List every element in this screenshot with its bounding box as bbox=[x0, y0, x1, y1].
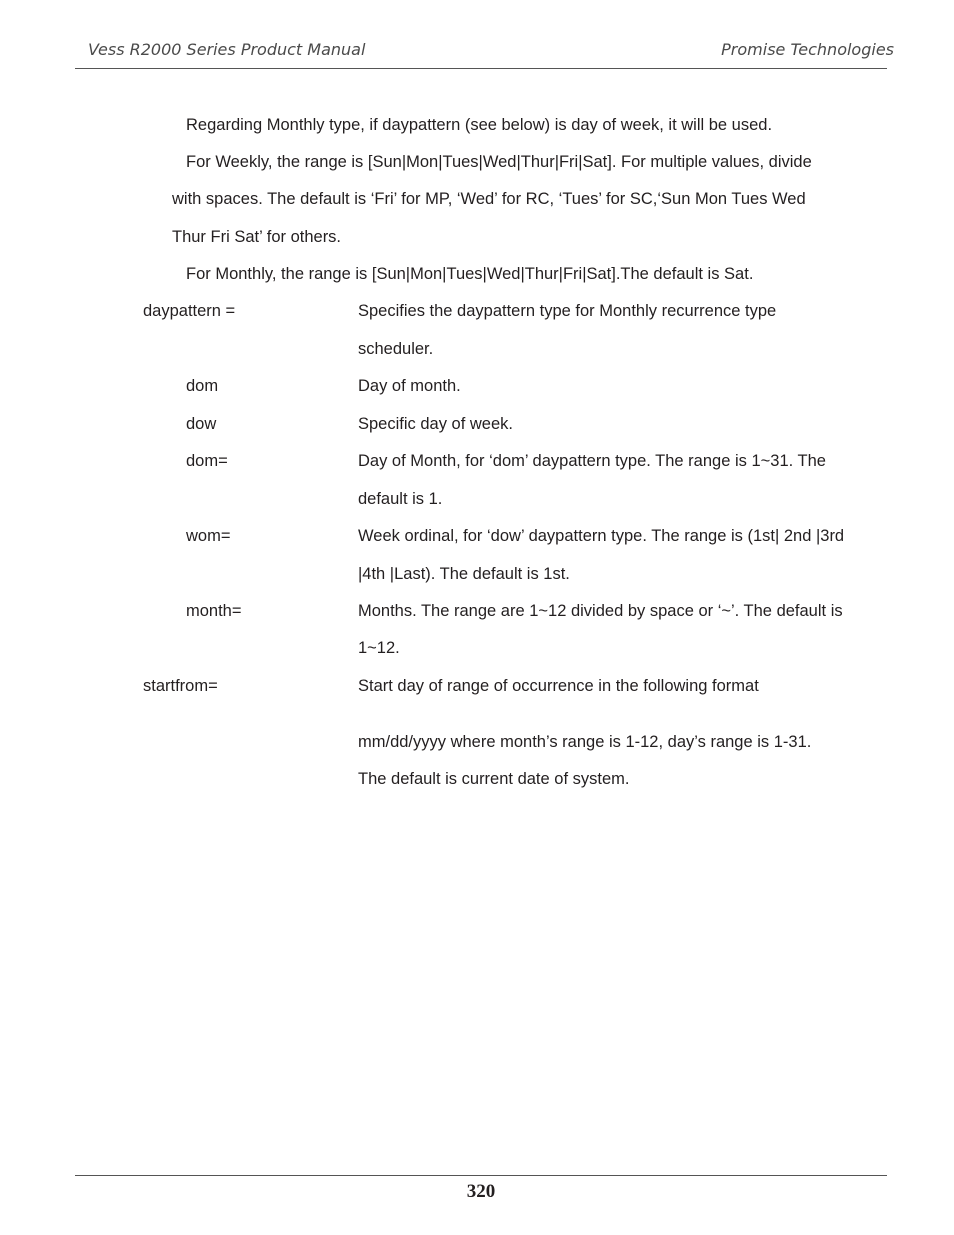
option-desc-daypattern: Specifies the daypattern type for Monthly recurrence type bbox=[358, 302, 777, 320]
option-desc-dom-value: Day of Month, for ‘dom’ daypattern type. The range is 1~31. The bbox=[358, 452, 826, 470]
option-desc-month-cont: 1~12. bbox=[358, 639, 400, 657]
option-desc-startfrom: Start day of range of occurrence in the following format bbox=[358, 677, 759, 695]
page-number: 320 bbox=[466, 1181, 496, 1202]
option-term-month: month= bbox=[186, 602, 242, 620]
paragraph-weekly-defaults-cont: Thur Fri Sat’ for others. bbox=[172, 228, 342, 246]
option-term-startfrom: startfrom= bbox=[143, 677, 218, 695]
option-desc-wom: Week ordinal, for ‘dow’ daypattern type. The range is (1st| 2nd |3rd bbox=[358, 527, 845, 545]
header-divider bbox=[75, 68, 887, 69]
option-term-daypattern: daypattern = bbox=[143, 302, 236, 320]
paragraph-weekly-range: For Weekly, the range is [Sun|Mon|Tues|Wed|Thur|Fri|Sat]. For multiple values, divide bbox=[186, 153, 812, 171]
option-desc-wom-cont: |4th |Last). The default is 1st. bbox=[358, 565, 570, 583]
option-desc-startfrom-format: mm/dd/yyyy where month’s range is 1-12, day’s range is 1-31. bbox=[358, 733, 812, 751]
option-term-dow: dow bbox=[186, 415, 217, 433]
option-term-dom-value: dom= bbox=[186, 452, 228, 470]
option-desc-dow: Specific day of week. bbox=[358, 415, 513, 433]
option-desc-daypattern-cont: scheduler. bbox=[358, 340, 434, 358]
option-desc-month: Months. The range are 1~12 divided by space or ‘~’. The default is bbox=[358, 602, 843, 620]
footer-divider bbox=[75, 1175, 887, 1176]
paragraph-weekly-defaults: with spaces. The default is ‘Fri’ for MP, ‘Wed’ for RC, ‘Tues’ for SC,‘Sun Mon Tues Wed bbox=[172, 190, 806, 208]
paragraph-monthly-type: Regarding Monthly type, if daypattern (see below) is day of week, it will be used. bbox=[186, 116, 773, 134]
option-desc-dom: Day of month. bbox=[358, 377, 461, 395]
paragraph-monthly-range: For Monthly, the range is [Sun|Mon|Tues|Wed|Thur|Fri|Sat].The default is Sat. bbox=[186, 265, 754, 283]
option-desc-startfrom-default: The default is current date of system. bbox=[358, 770, 630, 788]
option-term-dom: dom bbox=[186, 377, 219, 395]
option-desc-dom-value-cont: default is 1. bbox=[358, 490, 443, 508]
company-name: Promise Technologies bbox=[721, 40, 894, 59]
manual-title: Vess R2000 Series Product Manual bbox=[88, 40, 366, 59]
option-term-wom: wom= bbox=[186, 527, 231, 545]
